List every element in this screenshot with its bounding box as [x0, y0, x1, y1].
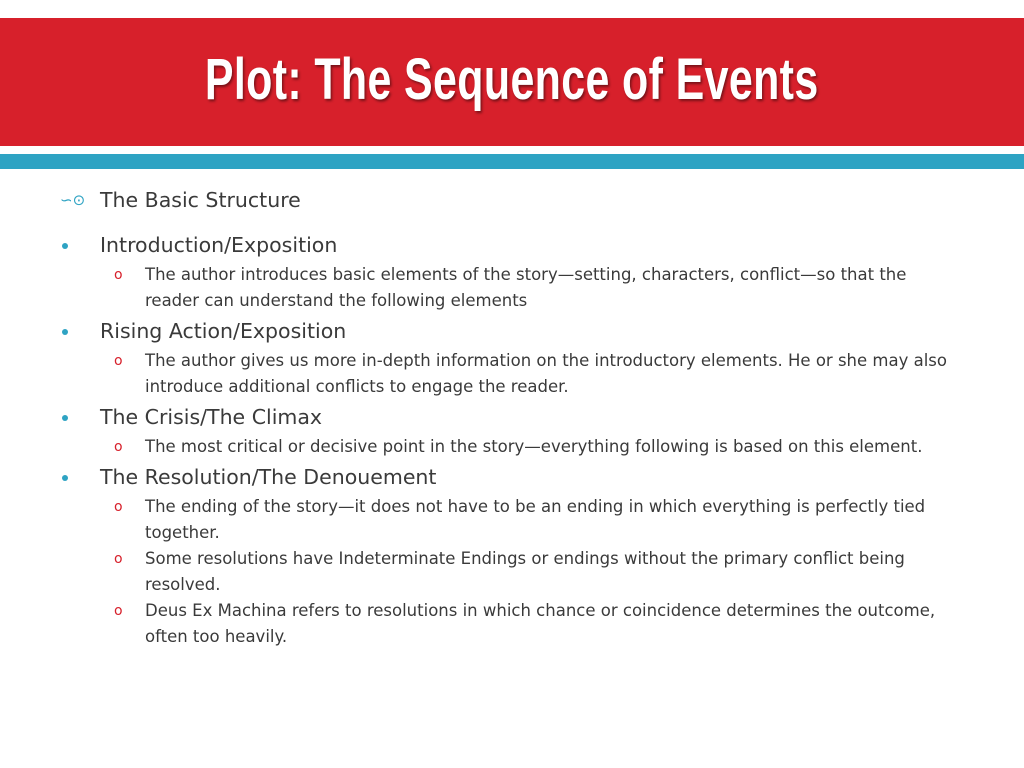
item-1: [0, 314, 1024, 400]
sub-bullet-text: The author introduces basic elements of the story—setting, characters, conflict—so that the reader can understand the following elements: [145, 265, 907, 310]
item-0: [0, 228, 1024, 314]
bullet-heading: [0, 228, 1024, 262]
bullet-heading-text: Rising Action/Exposition: [100, 319, 347, 343]
dot-bullet-icon: [62, 329, 68, 335]
accent-band: [0, 154, 1024, 169]
slide-content: [0, 183, 1024, 650]
sub-bullet: [0, 262, 1024, 314]
circle-bullet-icon: o: [114, 267, 123, 283]
item-3: [0, 460, 1024, 650]
intro-item: [0, 183, 1024, 217]
circle-bullet-icon: o: [114, 551, 123, 567]
sub-bullet-text: The author gives us more in-depth information on the introductory elements. He or she may also introduce additional conflicts to engage the reader.: [145, 351, 947, 396]
circle-bullet-icon: o: [114, 603, 123, 619]
slide-title: Plot: The Sequence of Events: [205, 46, 819, 112]
bullet-heading-text: The Crisis/The Climax: [100, 405, 323, 429]
bullet-heading: [0, 314, 1024, 348]
sub-bullet-text: Deus Ex Machina refers to resolutions in which chance or coincidence determines the outcome, often too heavily.: [145, 601, 936, 646]
bullet-heading-text: The Resolution/The Denouement: [100, 465, 437, 489]
sub-bullet-text: The most critical or decisive point in the story—everything following is based on this element.: [145, 437, 923, 456]
sub-bullet: [0, 434, 1024, 460]
title-band: [0, 18, 1024, 146]
intro-label: The Basic Structure: [100, 188, 301, 212]
dot-bullet-icon: [62, 243, 68, 249]
sub-bullet: [0, 348, 1024, 400]
sub-bullet: [0, 598, 1024, 650]
bullet-heading-text: Introduction/Exposition: [100, 233, 338, 257]
dot-bullet-icon: [62, 415, 68, 421]
sub-bullet: [0, 494, 1024, 546]
dot-bullet-icon: [62, 475, 68, 481]
sub-bullet-text: Some resolutions have Indeterminate Endings or endings without the primary conflict being resolved.: [145, 549, 905, 594]
sub-bullet: [0, 546, 1024, 598]
circle-bullet-icon: o: [114, 353, 123, 369]
circle-bullet-icon: o: [114, 499, 123, 515]
item-2: [0, 400, 1024, 460]
curl-bullet-icon: ∽⊙: [60, 191, 86, 209]
bullet-heading: [0, 460, 1024, 494]
circle-bullet-icon: o: [114, 439, 123, 455]
bullet-heading: [0, 400, 1024, 434]
sub-bullet-text: The ending of the story—it does not have to be an ending in which everything is perfectly tied together.: [145, 497, 926, 542]
